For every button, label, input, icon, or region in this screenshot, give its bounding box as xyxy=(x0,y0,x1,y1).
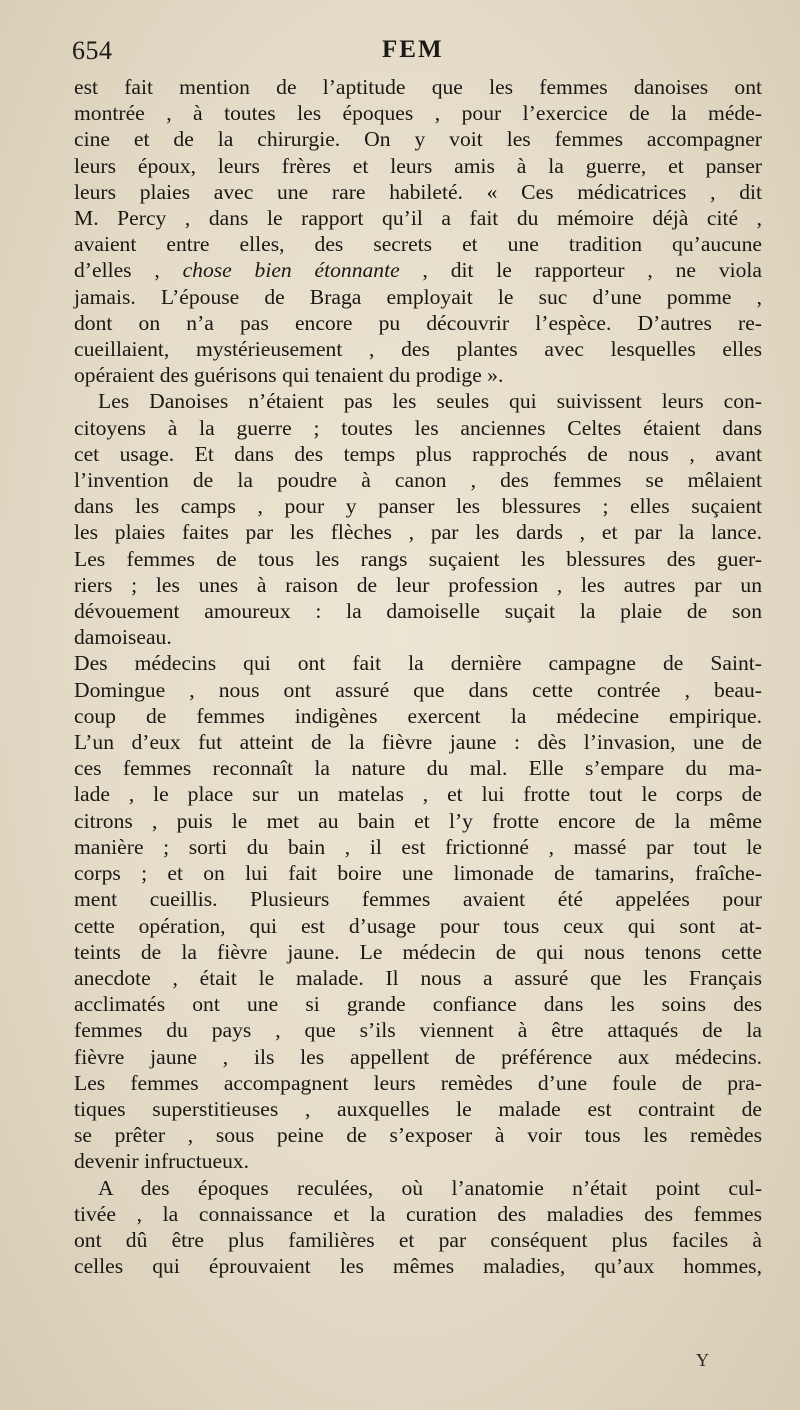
text-line: dont on n’a pas encore pu découvrir l’espèce. D’autres re- xyxy=(74,310,762,335)
text-line: dévouement amoureux : la damoiselle suçait la plaie de son xyxy=(74,599,762,624)
text-line: Des médecins qui ont fait la dernière campagne de Saint- xyxy=(74,651,762,676)
text-line: jamais. L’épouse de Braga employait le suc d’une pomme , xyxy=(74,284,762,309)
text-line: femmes du pays , que s’ils viennent à être attaqués de la xyxy=(74,1018,762,1043)
page-number: 654 xyxy=(72,36,113,65)
paragraph-1 xyxy=(74,74,762,388)
text-line: opéraient des guérisons qui tenaient du prodige ». xyxy=(74,363,504,388)
text-line: l’invention de la poudre à canon , des femmes se mêlaient xyxy=(74,468,762,493)
paragraph-2 xyxy=(74,388,762,650)
page-header xyxy=(72,36,762,70)
text-line: cette opération, qui est d’usage pour tous ceux qui sont at- xyxy=(74,913,762,938)
text-line: tiques superstitieuses , auxquelles le malade est contraint de xyxy=(74,1096,762,1121)
text-line: tivée , la connaissance et la curation des maladies des femmes xyxy=(74,1201,762,1226)
text-line: A des époques reculées, où l’anatomie n’était point cul- xyxy=(98,1175,762,1200)
text-line: damoiseau. xyxy=(74,625,172,650)
text-line: acclimatés ont une si grande confiance dans les soins des xyxy=(74,992,762,1017)
text-line-with-italic: d’elles , chose bien étonnante , dit le rapporteur , ne viola xyxy=(74,258,762,283)
paragraph-3 xyxy=(74,650,762,1174)
text-line: teints de la fièvre jaune. Le médecin de qui nous tenons cette xyxy=(74,939,762,964)
italic-phrase: chose bien étonnante xyxy=(182,258,400,283)
text-line: est fait mention de l’aptitude que les femmes danoises ont xyxy=(74,75,762,99)
text-line: cet usage. Et dans des temps plus rapprochés de nous , avant xyxy=(74,441,762,466)
text-line: citoyens à la guerre ; toutes les anciennes Celtes étaient dans xyxy=(74,415,762,440)
text-line: cine et de la chirurgie. On y voit les femmes accompagner xyxy=(74,127,762,152)
text-line: ces femmes reconnaît la nature du mal. Elle s’empare du ma- xyxy=(74,756,762,781)
text-line: ont dû être plus familières et par conséquent plus faciles à xyxy=(74,1227,762,1252)
text-line: Les femmes accompagnent leurs remèdes d’une foule de pra- xyxy=(74,1070,762,1095)
text-line: anecdote , était le malade. Il nous a assuré que les Français xyxy=(74,965,762,990)
text-line: se prêter , sous peine de s’exposer à voir tous les remèdes xyxy=(74,1123,762,1148)
text-line: manière ; sorti du bain , il est frictionné , massé par tout le xyxy=(74,834,762,859)
text-line: leurs époux, leurs frères et leurs amis à la guerre, et panser xyxy=(74,153,762,178)
running-head: FEM xyxy=(382,36,444,63)
text-line: Les Danoises n’étaient pas les seules qui suivissent leurs con- xyxy=(98,389,762,414)
text-line: leurs plaies avec une rare habileté. « Ces médicatrices , dit xyxy=(74,179,762,204)
text-line: montrée , à toutes les époques , pour l’exercice de la méde- xyxy=(74,101,762,126)
text-line: celles qui éprouvaient les mêmes maladies, qu’aux hommes, xyxy=(74,1254,762,1279)
text-line: lade , le place sur un matelas , et lui frotte tout le corps de xyxy=(74,782,762,807)
body-text xyxy=(74,74,762,1279)
text-line: coup de femmes indigènes exercent la médecine empirique. xyxy=(74,703,762,728)
text-line: Les femmes de tous les rangs suçaient les blessures des guer- xyxy=(74,546,762,571)
text-line: avaient entre elles, des secrets et une tradition qu’aucune xyxy=(74,232,762,257)
text-line: corps ; et on lui fait boire une limonade de tamarins, fraîche- xyxy=(74,861,762,886)
text-line: citrons , puis le met au bain et l’y frotte encore de la même xyxy=(74,808,762,833)
paragraph-4 xyxy=(74,1175,762,1280)
text-line: devenir infructueux. xyxy=(74,1149,250,1174)
text-line: L’un d’eux fut atteint de la fièvre jaune : dès l’invasion, une de xyxy=(74,730,762,755)
text-line: Domingue , nous ont assuré que dans cette contrée , beau- xyxy=(74,677,762,702)
text-line: dans les camps , pour y panser les blessures ; elles suçaient xyxy=(74,494,762,519)
text-line: riers ; les unes à raison de leur profession , les autres par un xyxy=(74,572,762,597)
text-line: les plaies faites par les flèches , par les dards , et par la lance. xyxy=(74,520,762,545)
text-line: cueillaient, mystérieusement , des plantes avec lesquelles elles xyxy=(74,337,762,362)
text-line: fièvre jaune , ils les appellent de préférence aux médecins. xyxy=(74,1044,762,1069)
text-line: ment cueillis. Plusieurs femmes avaient été appelées pour xyxy=(74,887,762,912)
text-line: M. Percy , dans le rapport qu’il a fait du mémoire déjà cité , xyxy=(74,206,762,231)
signature-mark: Y xyxy=(696,1350,709,1370)
